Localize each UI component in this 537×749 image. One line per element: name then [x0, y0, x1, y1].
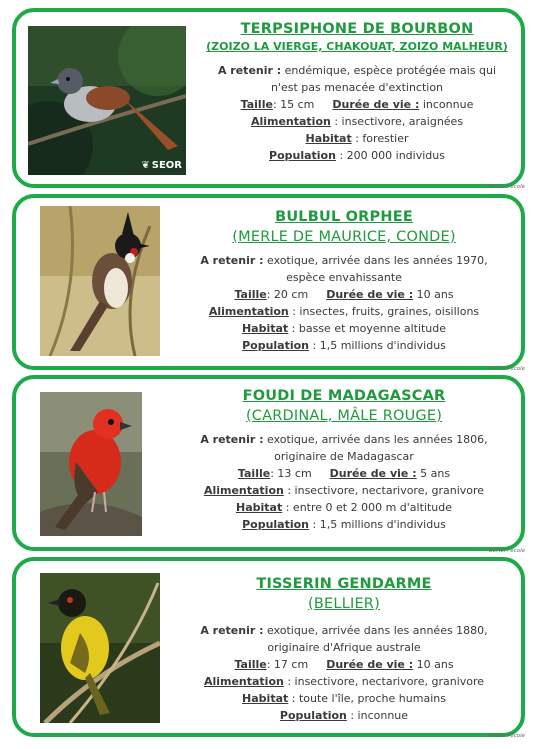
species-subtitle: (BELLIER)	[308, 596, 380, 612]
foudi-info	[168, 387, 520, 533]
retenir-line-2: originaire de Madagascar	[274, 450, 414, 463]
retenir-line-1: A retenir : endémique, espèce protégée mais qui	[217, 64, 497, 77]
taille-duree-line: Taille: 17 cm Durée de vie : 10 ans	[234, 658, 454, 671]
species-subtitle: (MERLE DE MAURICE, CONDE)	[232, 229, 456, 245]
retenir-line-2: originaire d'Afrique australe	[267, 641, 421, 654]
alimentation-line: Alimentation : insectivore, nectarivore, granivore	[203, 484, 485, 497]
retenir-line-1: A retenir : exotique, arrivée dans les années 1880,	[200, 624, 488, 637]
habitat-line: Habitat : entre 0 et 2 000 m d'altitude	[236, 501, 452, 514]
terpsiphone-info	[194, 20, 520, 164]
retenir-line-2: n'est pas menacée d'extinction	[270, 81, 444, 94]
habitat-line: Habitat : basse et moyenne altitude	[241, 322, 447, 335]
alimentation-line: Alimentation : insectivore, araignées	[250, 115, 464, 128]
taille-duree-line: Taille: 13 cm Durée de vie : 5 ans	[237, 467, 451, 480]
species-title: BULBUL ORPHEE	[275, 209, 413, 225]
habitat-line: Habitat : toute l'île, proche humains	[242, 692, 446, 705]
leaf-icon: ❦	[141, 160, 150, 171]
population-line: Population : inconnue	[279, 709, 409, 722]
credit-label: Bertel l'école	[489, 548, 525, 554]
seor-badge: ❦ SEOR	[141, 160, 182, 171]
population-line: Population : 1,5 millions d'individus	[242, 518, 446, 531]
tisserin-info	[168, 575, 520, 724]
taille-duree-line: Taille: 15 cm Durée de vie : inconnue	[240, 98, 474, 111]
alimentation-line: Alimentation : insectes, fruits, graines, oisillons	[208, 305, 480, 318]
bird-photo-icon	[40, 206, 160, 356]
bird-photo-icon	[40, 573, 160, 723]
species-subtitle: (CARDINAL, MÂLE ROUGE)	[245, 408, 443, 424]
bird-photo-icon	[28, 26, 186, 175]
species-title: TISSERIN GENDARME	[256, 576, 432, 592]
alimentation-line: Alimentation : insectivore, nectarivore, granivore	[203, 675, 485, 688]
credit-label: Bertel l'école	[489, 733, 525, 739]
foudi-photo	[40, 392, 142, 536]
tisserin-photo	[40, 573, 160, 723]
retenir-line-2: espèce envahissante	[286, 271, 402, 284]
population-line: Population : 200 000 individus	[269, 149, 445, 162]
terpsiphone-photo	[28, 26, 186, 175]
taille-duree-line: Taille: 20 cm Durée de vie : 10 ans	[234, 288, 454, 301]
credit-label: Bertel l'école	[489, 184, 525, 190]
credit-label: Bertel l'école	[489, 366, 525, 372]
population-line: Population : 1,5 millions d'individus	[242, 339, 446, 352]
species-title: FOUDI DE MADAGASCAR	[242, 388, 446, 404]
bulbul-info	[168, 208, 520, 354]
retenir-line-1: A retenir : exotique, arrivée dans les années 1806,	[200, 433, 488, 446]
retenir-line-1: A retenir : exotique, arrivée dans les années 1970,	[200, 254, 488, 267]
species-subtitle: (ZOIZO LA VIERGE, CHAKOUAT, ZOIZO MALHEUR)	[206, 40, 508, 53]
bird-photo-icon	[40, 392, 142, 536]
habitat-line: Habitat : forestier	[305, 132, 409, 145]
species-title: TERPSIPHONE DE BOURBON	[240, 21, 474, 37]
bulbul-photo	[40, 206, 160, 356]
